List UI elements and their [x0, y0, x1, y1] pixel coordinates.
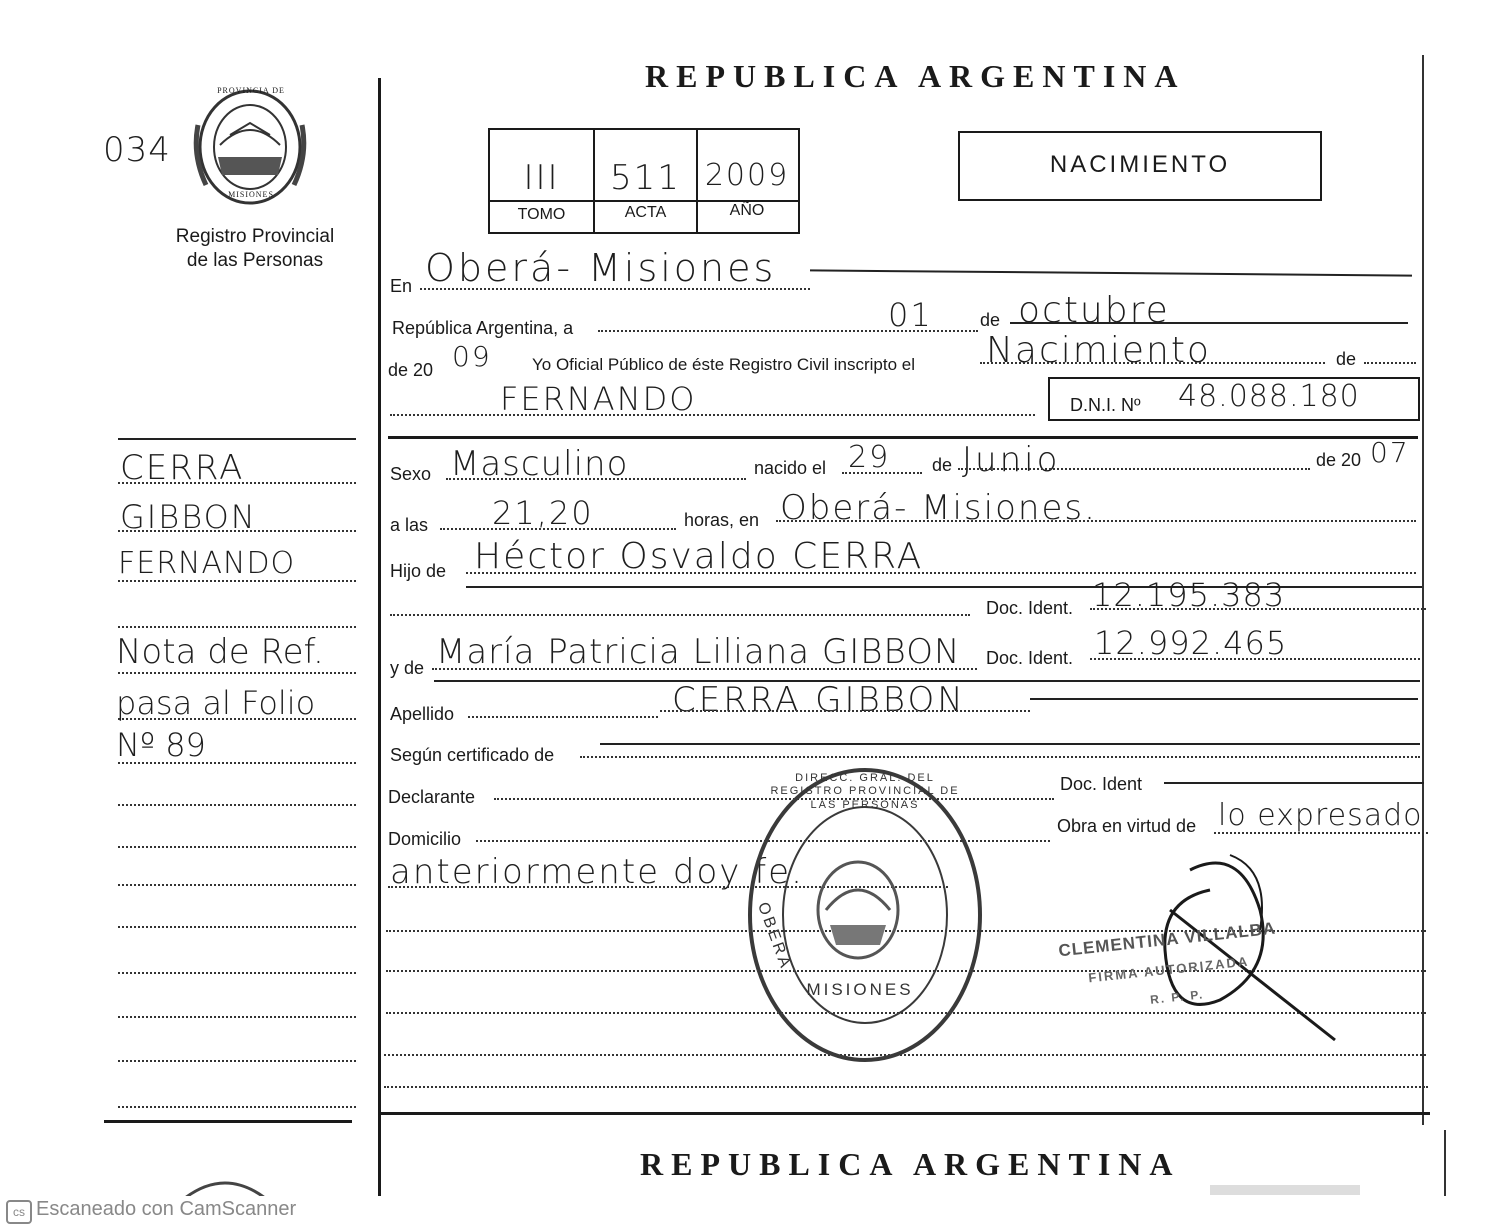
emblem-text-bottom: MISIONES	[228, 190, 274, 199]
domicilio-label: Domicilio	[388, 829, 462, 849]
margin-dotline	[118, 926, 356, 928]
dotline	[440, 528, 676, 530]
doc-ident-label: Doc. Ident.	[986, 598, 1074, 618]
record-box	[488, 128, 800, 234]
margin-dotline	[118, 530, 356, 532]
registry-name-line2: de las Personas	[186, 250, 324, 271]
dotline	[420, 288, 810, 290]
seal-inner-top: OBERA	[754, 900, 795, 973]
de20-label: de 20	[388, 360, 434, 380]
seal-inner-bottom: MISIONES	[806, 980, 914, 999]
right-border-lower	[1444, 1130, 1446, 1200]
apellido-value: CERRA GIBBON	[672, 680, 966, 720]
segun-label: Según certificado de	[390, 745, 555, 765]
obra-value: lo expresado	[1218, 798, 1423, 833]
margin-note-line3: Nº 89	[116, 726, 206, 764]
record-kind-value: Nacimiento	[986, 330, 1211, 371]
dni-box	[1048, 377, 1420, 421]
birth-month-value: Junio	[962, 440, 1061, 480]
dotline	[1364, 362, 1416, 364]
dotline	[468, 716, 658, 718]
margin-surname1: CERRA	[120, 448, 245, 488]
line	[1030, 698, 1418, 700]
margin-dotline	[118, 762, 356, 764]
birth-year-suffix-value: 07	[1370, 436, 1410, 469]
remark-value: anteriormente doy fe.	[390, 852, 804, 892]
margin-dotline	[118, 972, 356, 974]
folio-number: 034	[103, 130, 171, 170]
camscanner-logo-icon: cs	[6, 1200, 32, 1224]
anio-label: AÑO	[729, 202, 765, 219]
margin-surname2: GIBBON	[120, 498, 257, 536]
de-label-3: de	[932, 455, 953, 475]
sexo-label: Sexo	[390, 464, 432, 484]
stamp-line1: CLEMENTINA VILLALBA	[1057, 918, 1277, 961]
dotline	[1214, 832, 1428, 834]
signature-icon	[1150, 850, 1350, 1050]
acta-value: 511	[610, 158, 681, 198]
tomo-label: TOMO	[517, 206, 566, 223]
margin-dotline	[118, 1106, 356, 1108]
dotline	[980, 362, 1325, 364]
margin-dotline	[118, 846, 356, 848]
record-type-box	[958, 131, 1322, 201]
margin-dotline	[118, 804, 356, 806]
obra-label: Obra en virtud de	[1057, 816, 1197, 836]
birth-time-value: 21,20	[492, 494, 594, 532]
record-type: NACIMIENTO	[1049, 151, 1231, 178]
right-border	[1422, 55, 1424, 1125]
father-doc-value: 12.195.383	[1092, 576, 1286, 614]
margin-dotline	[118, 672, 356, 674]
republica-label: República Argentina, a	[392, 318, 574, 338]
dotline	[390, 414, 1035, 416]
de20-label-2: de 20	[1316, 450, 1362, 470]
margin-dotline	[118, 580, 356, 582]
de-label-2: de	[1336, 349, 1357, 369]
margin-bottom-rule	[104, 1120, 352, 1123]
dni-value: 48.088.180	[1178, 379, 1360, 414]
sexo-value: Masculino	[450, 444, 629, 484]
mother-doc-value: 12.992.465	[1094, 624, 1288, 662]
footer-emblem-icon	[180, 1178, 270, 1198]
birth-place-value: Oberá- Misiones.	[780, 488, 1097, 528]
margin-dotline	[118, 1016, 356, 1018]
scan-artifact	[1210, 1185, 1360, 1195]
place-value: Oberá- Misiones	[425, 246, 777, 290]
dotline	[958, 468, 1310, 470]
margin-dotline	[118, 884, 356, 886]
margin-note-line1: Nota de Ref.	[116, 632, 324, 672]
de-label-1: de	[980, 310, 1001, 330]
dotline	[1090, 608, 1426, 610]
apellido-label: Apellido	[390, 704, 455, 724]
margin-dotline	[118, 482, 356, 484]
mother-name-value: María Patricia Liliana GIBBON	[436, 632, 961, 672]
dotline	[390, 614, 970, 616]
margin-dotline	[118, 626, 356, 628]
section-rule	[388, 436, 1418, 439]
month-value: octubre	[1018, 290, 1170, 331]
year-suffix-value: 09	[452, 340, 492, 373]
birth-day-value: 29	[848, 440, 891, 475]
dotline	[1090, 658, 1420, 660]
scanner-watermark: Escaneado con CamScanner	[36, 1198, 297, 1220]
stamp-line2: FIRMA AUTORIZADA	[1087, 953, 1250, 986]
horas-label: horas, en	[684, 510, 760, 530]
dotline	[660, 710, 1030, 712]
dotline	[842, 472, 922, 474]
dni-label: D.N.I. Nº	[1070, 395, 1141, 415]
line	[810, 269, 1412, 276]
dotline	[384, 1086, 1428, 1088]
dotline	[446, 478, 746, 480]
margin-given-name: FERNANDO	[118, 546, 296, 581]
margin-note-line2: pasa al Folio	[116, 684, 316, 722]
nacido-label: nacido el	[754, 458, 827, 478]
margin-dotline	[118, 1060, 356, 1062]
oficial-label: Yo Oficial Público de éste Registro Civil inscripto el	[532, 355, 915, 374]
margin-top-rule	[118, 438, 356, 440]
margin-divider	[378, 78, 381, 1196]
header-title: REPUBLICA ARGENTINA	[645, 58, 1186, 94]
hijo-label: Hijo de	[390, 561, 447, 581]
dotline	[432, 668, 977, 670]
stamp-line3: R. P. P.	[1149, 987, 1205, 1007]
acta-label: ACTA	[624, 204, 667, 221]
margin-dotline	[118, 718, 356, 720]
yde-label: y de	[390, 658, 425, 678]
en-label: En	[390, 276, 413, 296]
registry-name-line1: Registro Provincial	[175, 226, 335, 247]
dotline	[580, 756, 1420, 758]
alas-label: a las	[390, 515, 429, 535]
seal-ring-text: DIRECC. GRAL. DEL REGISTRO PROVINCIAL DE LAS PERSONAS	[770, 772, 960, 811]
child-name-value: FERNANDO	[500, 380, 697, 418]
line	[1164, 782, 1424, 784]
line	[1010, 322, 1408, 324]
anio-value: 2009	[704, 158, 790, 193]
bottom-rule	[380, 1112, 1430, 1115]
footer-title: REPUBLICA ARGENTINA	[640, 1146, 1181, 1182]
line	[600, 743, 1420, 745]
doc-ident-label-2: Doc. Ident.	[986, 648, 1074, 668]
declarante-label: Declarante	[388, 787, 476, 807]
day-value: 01	[888, 296, 933, 334]
father-name-value: Héctor Osvaldo CERRA	[474, 536, 924, 577]
dotline	[466, 572, 1416, 574]
tomo-value: III	[523, 158, 560, 198]
doc-ident-label-3: Doc. Ident	[1060, 774, 1143, 794]
emblem-text-top: PROVINCIA DE	[217, 86, 285, 95]
dotline	[776, 520, 1416, 522]
